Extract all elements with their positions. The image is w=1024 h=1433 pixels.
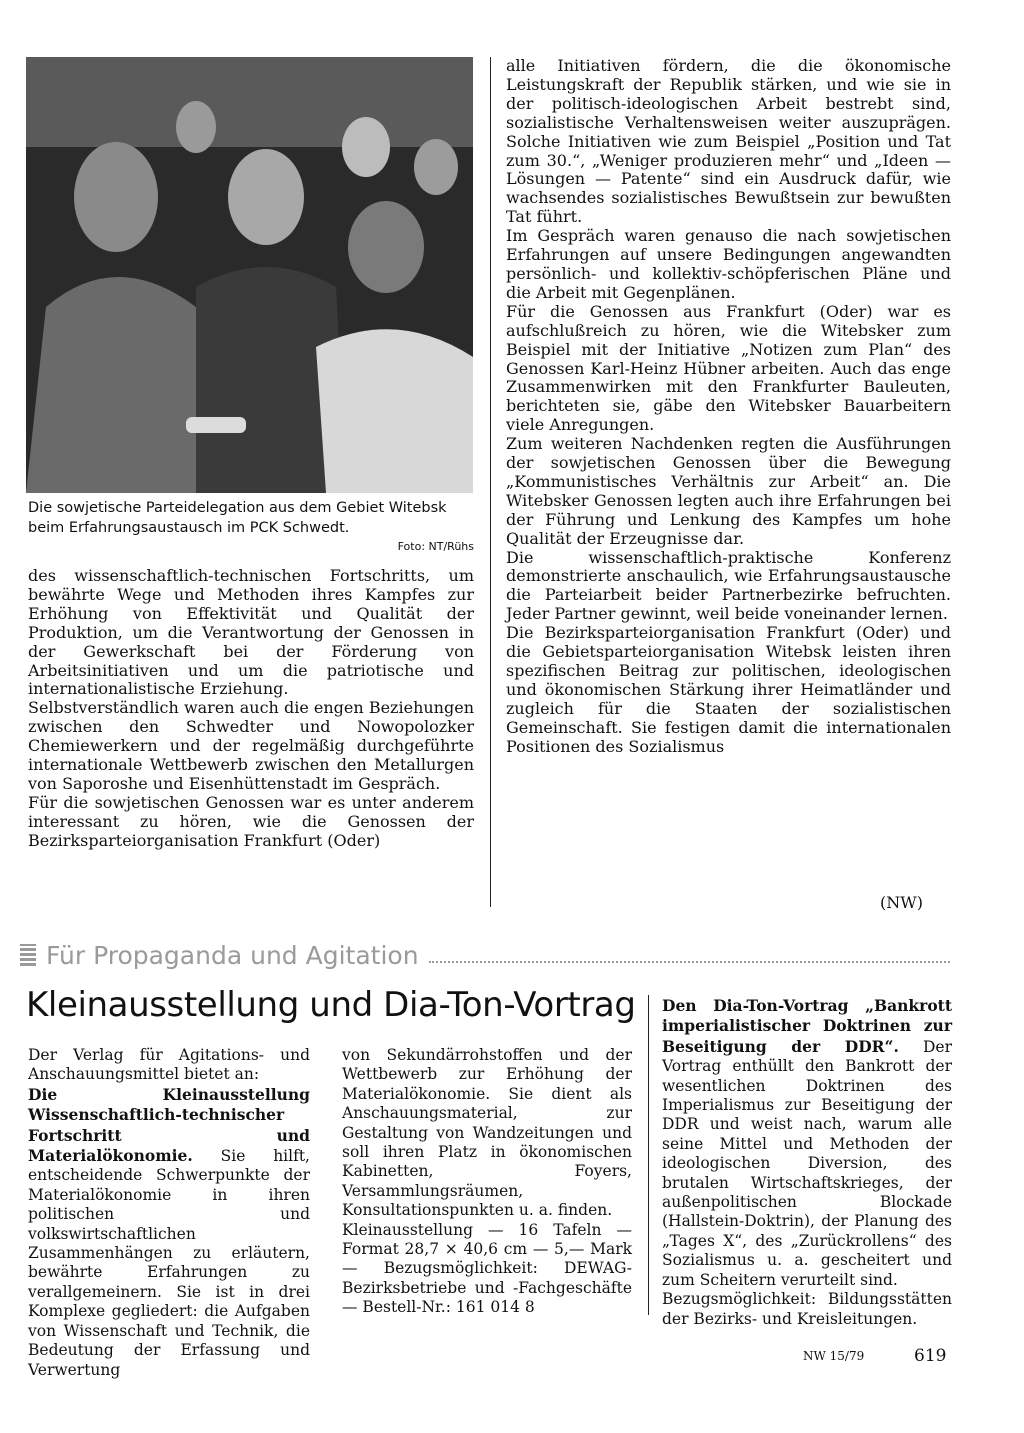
article-column-2 xyxy=(342,1046,632,1318)
b-col2-text: von Sekundärrohstoffen und der Wettbewerb zur Erhöhung der Materialökonomie. Sie dient als Anschauungsmaterial, zur Gestaltung von Wandzeitungen und soll ihren Platz in ökonomischen Kabinetten, Foyers, Versammlungsräumen, Konsultationspunkten u. a. finden. xyxy=(342,1046,632,1220)
left-paragraph-2: Selbstverständlich waren auch die engen Beziehungen zwischen den Schwedter und Nowopolozker Chemiewerkern und der regelmäßig durchgeführte internationale Wettbewerb zwischen den Metallurgen von Saporoshe und Eisenhüttenstadt im Gespräch. xyxy=(28,698,474,793)
b-col1-rest: Sie hilft, entscheidende Schwerpunkte der Materialökonomie in ihren politischen und volkswirtschaftlichen Zusammenhängen zu erläutern, bewährte Erfahrungen zu verallgemeinern. Sie ist in drei Komplexe gegliedert: die Aufgaben von Wissenschaft und Technik, die Bedeutung der Erfassung und Verwertung xyxy=(28,1147,310,1379)
section-heading xyxy=(20,940,950,970)
right-paragraph-5: Die wissenschaftlich-praktische Konferenz demonstrierte anschaulich, wie Erfahrungsaustausche die Parteiarbeit beider Partnerbezirke befruchten. Jeder Partner gewinnt, weil beide voneinander lernen. xyxy=(506,547,951,624)
column-divider-lower xyxy=(648,995,649,1315)
right-paragraph-6: Die Bezirksparteiorganisation Frankfurt (Oder) und die Gebietsparteiorganisation Witebsk leisten ihren spezifischen Beitrag zur politischen, ideologischen und ökonomischen Stärkung ihrer Heimatländer und zugleich für die Staaten der sozialistischen Gemeinschaft. Sie festigen damit die internationalen Positionen des Sozialismus xyxy=(506,623,951,756)
left-paragraph-1: des wissenschaftlich-technischen Fortschritts, um bewährte Wege und Methoden ihres Kampfes zur Erhöhung von Effektivität und Qualität der Produktion, um die Verantwortung der Genossen in der Gewerkschaft bei der Förderung von Arbeitsinitiativen und um die patriotische und internationalistische Erziehung. xyxy=(28,566,474,699)
b-col2-spec: Kleinausstellung — 16 Tafeln — Format 28,7 × 40,6 cm — 5,— Mark — Bezugsmöglichkeit: DEWAG-Bezirksbetriebe und -Fachgeschäfte — Bestell-Nr.: 161 014 8 xyxy=(342,1220,632,1317)
page-number: 619 xyxy=(914,1346,947,1366)
issue-number: NW 15/79 xyxy=(803,1349,865,1363)
right-column xyxy=(506,57,951,757)
column-divider xyxy=(490,57,491,907)
section-icon xyxy=(20,944,36,966)
b-col3-avail: Bezugsmöglichkeit: Bildungsstätten der Bezirks- und Kreisleitungen. xyxy=(662,1290,952,1328)
photo-credit: Foto: NT/Rühs xyxy=(397,540,474,553)
section-heading-rule xyxy=(429,947,950,963)
b-col1-bold: Die Kleinausstellung Wissenschaftlich-technischer Fortschritt und Materialökonomie. xyxy=(28,1084,310,1166)
left-column xyxy=(28,567,474,851)
photo xyxy=(26,57,473,493)
b-col3-bold: Den Dia-Ton-Vortrag „Bankrott imperialistischer Doktrinen zur Beseitigung der DDR“. xyxy=(662,996,952,1056)
right-paragraph-4: Zum weiteren Nachdenken regten die Ausführungen der sowjetischen Genossen über die Bewegung „Kommunistisches Verhältnis zur Arbeit“ an. Die Witebsker Genossen legten auch ihre Erfahrungen bei der Führung und Lenkung des Kampfes um hohe Qualität der Erzeugnisse dar. xyxy=(506,434,951,548)
right-paragraph-1: alle Initiativen fördern, die die ökonomische Leistungskraft der Republik stärken, und wie sie in der politisch-ideologischen Arbeit bestrebt sind, sozialistische Verhaltensweisen weiter auszuprägen. Solche Initiativen wie zum Beispiel „Position und Tat zum 30.“, „Weniger produzieren mehr“ und „Ideen — Lösungen — Patente“ sind ein Ausdruck dafür, wie wachsendes sozialistisches Bewußtsein zur bewußten Tat führt. xyxy=(506,56,951,227)
right-paragraph-3: Für die Genossen aus Frankfurt (Oder) war es aufschlußreich zu hören, wie die Witebsker zum Beispiel mit der Initiative „Notizen zum Plan“ des Genossen Karl-Heinz Hübner arbeiten. Auch das enge Zusammenwirken mit den Frankfurter Bauleuten, berichteten sie, gäbe den Witebsker Bauarbeitern viele Anregungen. xyxy=(506,301,951,435)
b-col1-intro: Der Verlag für Agitations- und Anschauungsmittel bietet an: xyxy=(28,1046,310,1084)
photo-icon xyxy=(26,57,473,493)
signature: (NW) xyxy=(880,893,923,912)
article-title: Kleinausstellung und Dia-Ton-Vortrag xyxy=(26,985,636,1025)
photo-caption: Die sowjetische Parteidelegation aus dem Gebiet Witebsk beim Erfahrungsaustausch im PCK Schwedt. xyxy=(28,500,447,536)
section-heading-text: Für Propaganda und Agitation xyxy=(46,940,419,970)
right-paragraph-2: Im Gespräch waren genauso die nach sowjetischen Erfahrungen auf unsere Bedingungen angewandten persönlich- und kollektiv-schöpferischen Pläne und die Arbeit mit Gegenplänen. xyxy=(506,226,951,302)
article-column-3 xyxy=(662,996,952,1329)
b-col3-rest: Der Vortrag enthüllt den Bankrott der wesentlichen Doktrinen des Imperialismus zur Beseitigung der DDR und weist nach, warum alle seine Mittel und Methoden der ideologischen Diversion, des brutalen Wirtschaftskrieges, der außenpolitischen Blockade (Hallstein-Doktrin), der Planung des „Tages X“, des „Zurückrollens“ des Sozialismus u. a. gescheitert und zum Scheitern verurteilt sind. xyxy=(662,1037,953,1289)
left-paragraph-3: Für die sowjetischen Genossen war es unter anderem interessant zu hören, wie die Genossen der Bezirksparteiorganisation Frankfurt (Oder) xyxy=(28,792,474,850)
article-column-1 xyxy=(28,1046,310,1380)
